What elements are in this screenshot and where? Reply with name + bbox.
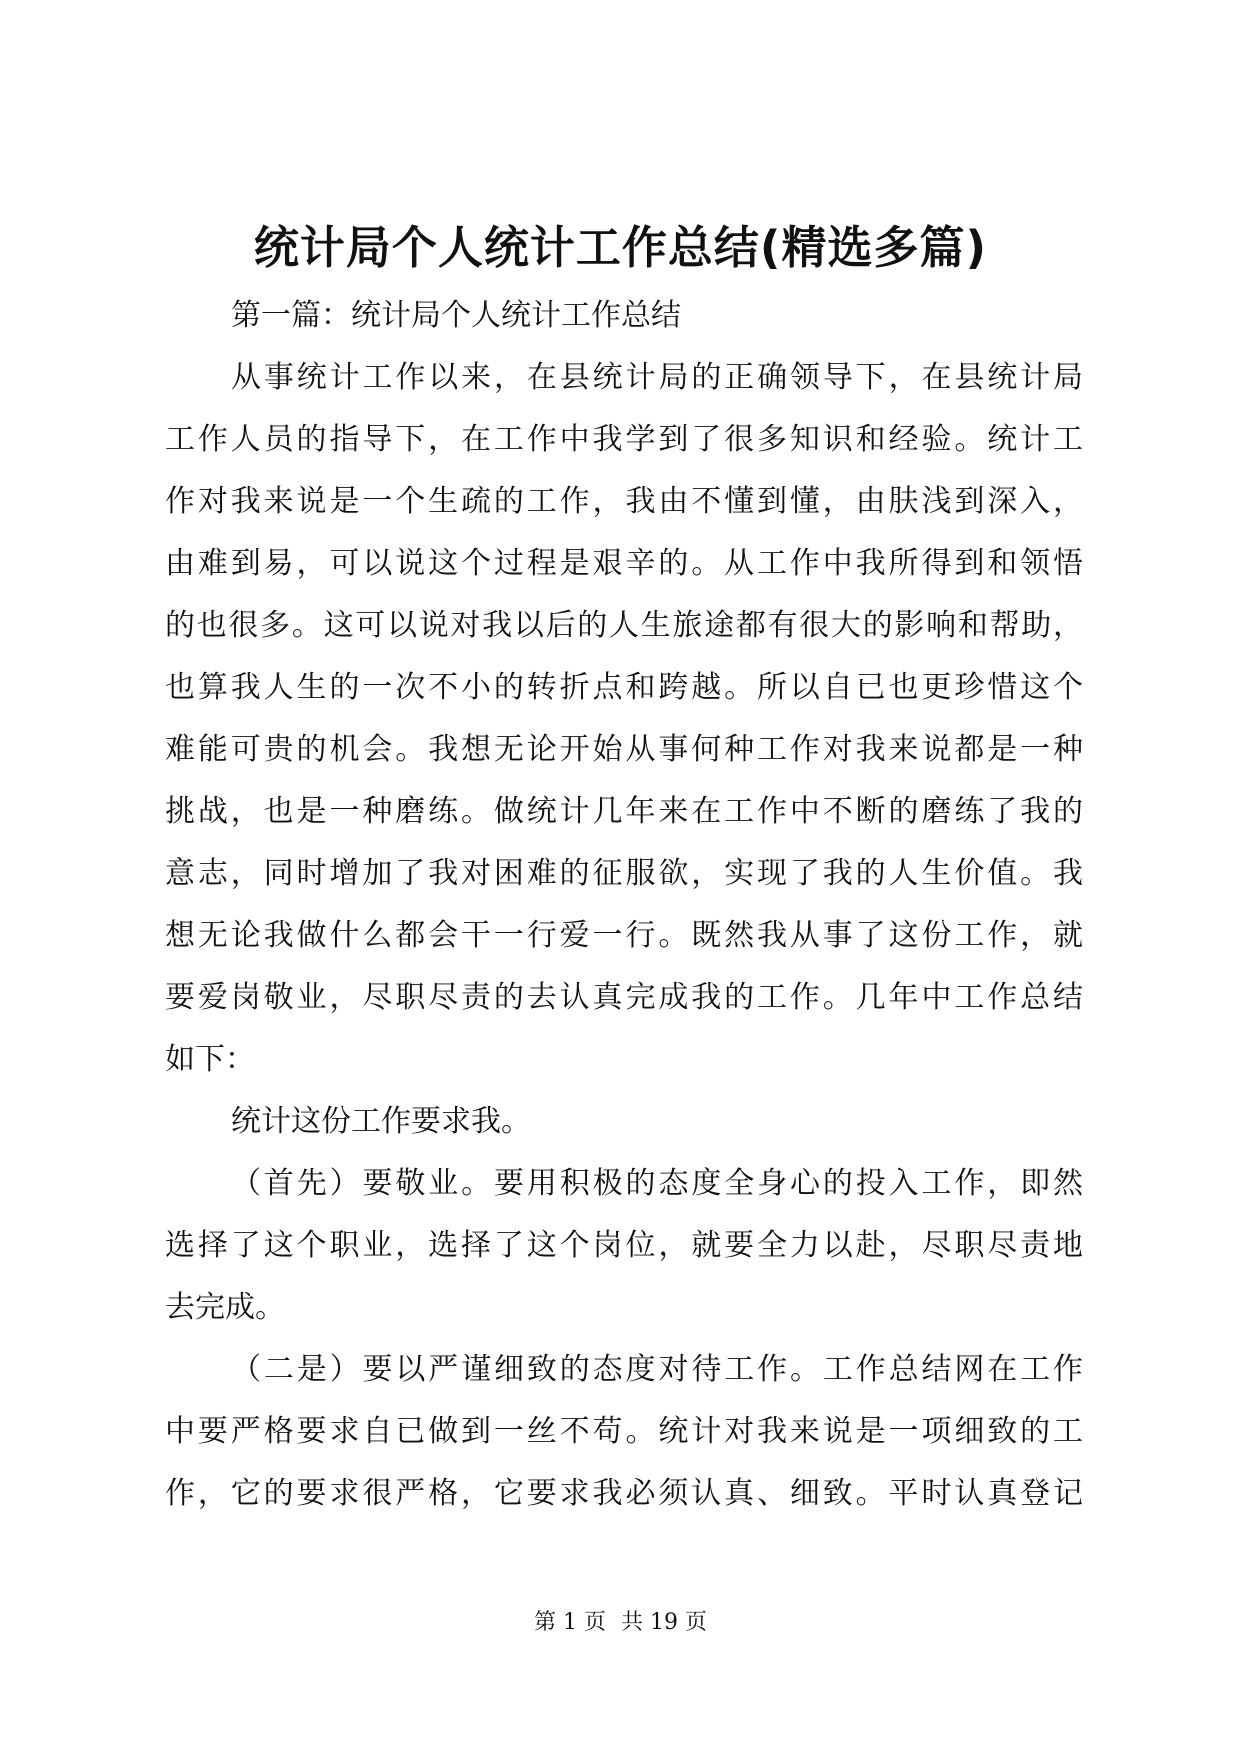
page-footer xyxy=(0,1608,1241,1638)
body-line: 想无论我做什么都会干一行爱一行。既然我从事了这份工作，就 xyxy=(165,918,1083,953)
body-line: 要爱岗敬业，尽职尽责的去认真完成我的工作。几年中工作总结 xyxy=(165,980,1083,1015)
body-line: 如下： xyxy=(165,1042,255,1077)
body-line: 意志，同时增加了我对困难的征服欲，实现了我的人生价值。我 xyxy=(165,856,1083,891)
body-line: 挑战，也是一种磨练。做统计几年来在工作中不断的磨练了我的 xyxy=(165,794,1083,829)
body-line: 选择了这个职业，选择了这个岗位，就要全力以赴，尽职尽责地 xyxy=(165,1228,1083,1263)
page-number: 第 1 页 xyxy=(534,1610,606,1635)
body-line: 中要严格要求自已做到一丝不苟。统计对我来说是一项细致的工 xyxy=(165,1414,1083,1449)
body-line: 难能可贵的机会。我想无论开始从事何种工作对我来说都是一种 xyxy=(165,732,1083,767)
body-line: 的也很多。这可以说对我以后的人生旅途都有很大的影响和帮助， xyxy=(165,608,1083,643)
body-line: （二是）要以严谨细致的态度对待工作。工作总结网在工作 xyxy=(231,1352,1083,1387)
body-line: 作对我来说是一个生疏的工作，我由不懂到懂，由肤浅到深入， xyxy=(165,484,1083,519)
section-heading: 第一篇：统计局个人统计工作总结 xyxy=(231,298,681,333)
body-line: 由难到易，可以说这个过程是艰辛的。从工作中我所得到和领悟 xyxy=(165,546,1083,581)
body-line: 工作人员的指导下，在工作中我学到了很多知识和经验。统计工 xyxy=(165,422,1083,457)
body-line: 也算我人生的一次不小的转折点和跨越。所以自已也更珍惜这个 xyxy=(165,670,1083,705)
document-body xyxy=(165,285,1083,1525)
body-line: 去完成。 xyxy=(165,1290,285,1325)
body-line: 作，它的要求很严格，它要求我必须认真、细致。平时认真登记 xyxy=(165,1476,1083,1511)
document-title: 统计局个人统计工作总结(精选多篇) xyxy=(253,221,988,274)
body-line: 统计这份工作要求我。 xyxy=(231,1104,531,1139)
page-total: 共 19 页 xyxy=(621,1610,707,1635)
body-line: （首先）要敬业。要用积极的态度全身心的投入工作，即然 xyxy=(231,1166,1083,1201)
body-line: 从事统计工作以来，在县统计局的正确领导下，在县统计局 xyxy=(231,360,1083,395)
